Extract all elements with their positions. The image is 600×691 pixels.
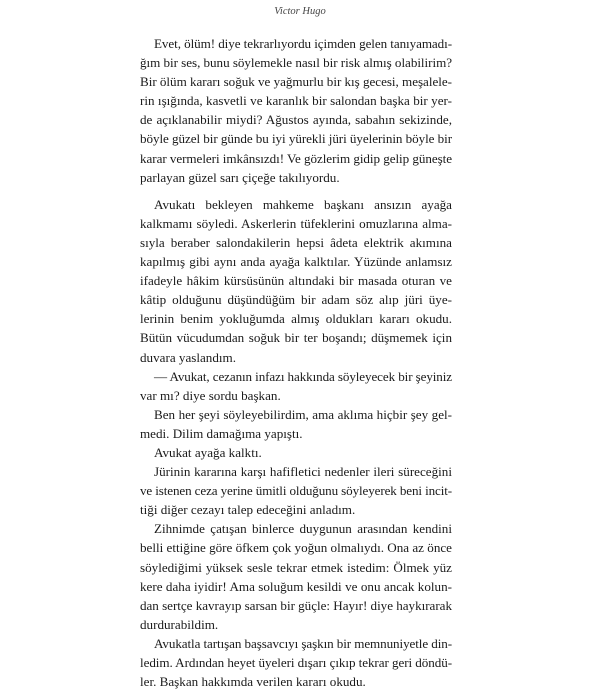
text-line: Bütün vücudumdan soğuk bir ter boşandı; düşmemek için	[140, 330, 452, 346]
paragraph	[140, 34, 452, 187]
text-line: kalkmamı söyledi. Askerlerin tüfeklerini omuzlarına alma-	[140, 215, 452, 231]
text-line: ledim. Ardından heyet üyeleri dışarı çıkıp tekrar geri döndü-	[140, 655, 452, 670]
text-line: durdurabildim.	[140, 616, 219, 632]
paragraph	[140, 519, 452, 634]
text-line: rin ışığında, kasvetli ve karanlık bir salondan başka bir yer-	[140, 93, 452, 109]
text-line: duvara yaslandım.	[140, 349, 236, 365]
running-head: Victor Hugo	[274, 6, 326, 17]
text-line: Evet, ölüm! diye tekrarlıyordu içimden gelen tanıyamadı-	[154, 36, 452, 51]
text-line: Jürinin kararına karşı hafifletici nedenler ileri süreceğini	[154, 464, 452, 480]
text-line: ve istenen ceza yerine ümitli olduğunu söyleyerek beni incit-	[140, 483, 452, 499]
text-line: böyle güzel bir günde bu iyi yürekli jüri üyelerinin böyle bir	[140, 131, 452, 147]
text-line: sıyla beraber salondakilerin hepsi âdeta elektrik akımına	[140, 234, 452, 250]
text-line: ğım bir ses, bunu söylemekle nasıl bir risk almış olabilirim?	[140, 55, 452, 71]
text-line: lerinin benim yokluğumda almış oldukları kararı okudu.	[140, 311, 452, 327]
paragraph-gap	[140, 187, 452, 195]
paragraph	[140, 367, 452, 405]
text-line: de açıklanabilir miydi? Ağustos ayında, sabahın sekizinde,	[140, 112, 452, 128]
text-line: medi. Dilim damağıma yapıştı.	[140, 425, 303, 441]
body-text	[140, 34, 452, 691]
text-line: var mı? diye sordu başkan.	[140, 387, 281, 403]
text-line: Ben her şeyi söyleyebilirdim, ama aklıma hiçbir şey gel-	[154, 406, 452, 422]
text-line: Zihnimde çatışan binlerce duygunun arasından kendini	[154, 521, 452, 537]
text-line: dan sertçe kavrayıp sarsan bir güçle: Hayır! diye haykırarak	[140, 597, 452, 613]
text-line: Avukat ayağa kalktı.	[154, 444, 262, 460]
paragraph	[140, 195, 452, 367]
text-line: Avukatı bekleyen mahkeme başkanı ansızın ayağa	[154, 196, 452, 212]
paragraph	[140, 405, 452, 443]
text-line: parlayan güzel sarı çiçeğe takılıyordu.	[140, 169, 340, 185]
text-line: belli ettiğine göre öfkem çok yoğun olmalıydı. Ona az önce	[140, 540, 452, 556]
text-line: Bir ölüm kararı soğuk ve yağmurlu bir kış gecesi, meşalele-	[140, 74, 452, 90]
text-line: kapılmış gibi aynı anda ayağa kalktılar. Yüzünde anlamsız	[140, 254, 452, 270]
paragraph	[140, 634, 452, 691]
text-line: kere daha iyidir! Ama soluğum kesildi ve onu ancak kolun-	[140, 578, 452, 594]
paragraph	[140, 462, 452, 519]
text-line: tiği diğer cezayı talep edeceğini anladım.	[140, 502, 356, 518]
text-line: kâtip olduğunu düşündüğüm bir adam söz alıp jüri üye-	[140, 292, 452, 308]
text-line: Avukatla tartışan başsavcıyı şaşkın bir memnuniyetle din-	[154, 635, 452, 651]
paragraph	[140, 443, 452, 462]
text-line: ler. Başkan hakkımda verilen kararı okudu.	[140, 674, 366, 690]
text-line: karar vermeleri imkânsızdı! Ve gözlerim gidip gelip güneşte	[140, 150, 452, 166]
text-line: söylediğimi yüksek sesle tekrar etmek istedim: Ölmek yüz	[140, 559, 452, 575]
text-line: ifadeyle hâkim kürsüsünün altındaki bir masada oturan ve	[140, 273, 452, 289]
text-line: — Avukat, cezanın infazı hakkında söyleyecek bir şeyiniz	[154, 368, 452, 384]
